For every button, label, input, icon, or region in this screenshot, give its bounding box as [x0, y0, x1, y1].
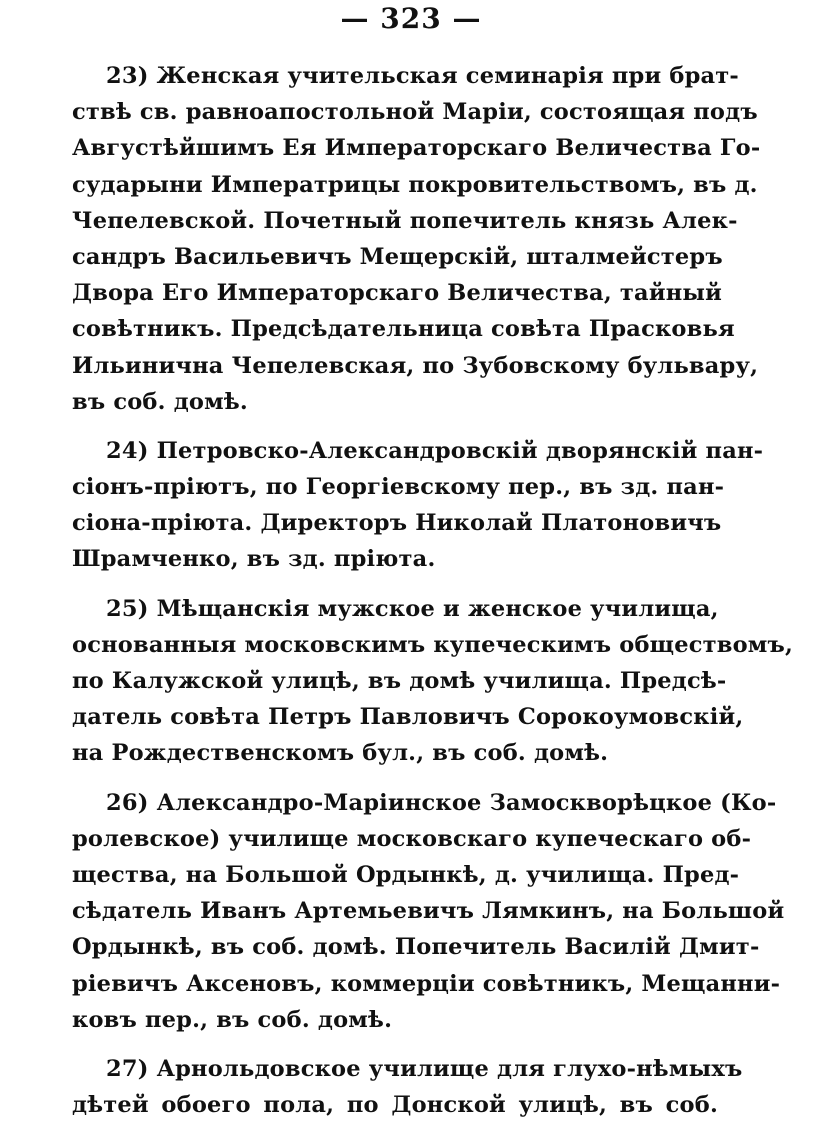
entry-26 [72, 785, 785, 1038]
entry-line: сударыни Императрицы покровительствомъ, въ д. [72, 171, 758, 198]
entry-line: Шрамченко, въ зд. пріюта. [72, 546, 436, 573]
entry-24 [72, 433, 764, 578]
entry-line: Ильинична Чепелевская, по Зубовскому бульвару, [72, 352, 759, 379]
entry-line: основанныя московскимъ купеческимъ обществомъ, [72, 631, 794, 658]
entry-list [72, 58, 794, 1136]
entry-line: ствѣ св. равноапостольной Маріи, состоящая подъ [72, 99, 758, 126]
entry-line: 26) Александро-Маріинское Замоскворѣцкое (Ко- [106, 789, 777, 816]
entry-line: ролевское) училище московскаго купеческаго об- [72, 825, 752, 852]
entry-line: 25) Мѣщанскія мужское и женское училища, [106, 595, 719, 622]
entry-line: сандръ Васильевичъ Мещерскій, шталмейстеръ [72, 243, 723, 270]
entry-line: датель совѣта Петръ Павловичъ Сорокоумовскій, [72, 704, 744, 731]
entry-line: совѣтникъ. Предсѣдательница совѣта Прасковья [72, 316, 735, 343]
entry-23 [72, 58, 761, 420]
entry-line: 27) Арнольдовское училище для глухо-нѣмыхъ [106, 1055, 743, 1082]
entry-line: Ордынкѣ, въ соб. домѣ. Попечитель Василій Дмит- [72, 934, 760, 961]
entry-line: въ соб. домѣ. [72, 388, 248, 415]
entry-27 [72, 1051, 743, 1123]
entry-line: дѣтей обоего пола, по Донской улицѣ, въ соб. [72, 1092, 718, 1119]
page-number: — 323 — [340, 2, 482, 35]
entry-line: на Рождественскомъ бул., въ соб. домѣ. [72, 740, 609, 767]
entry-line: 24) Петровско-Александровскій дворянскій пан- [106, 437, 764, 464]
entry-line: сіона-пріюта. Директоръ Николай Платоновичъ [72, 510, 722, 537]
entry-line: Двора Его Императорскаго Величества, тайный [72, 280, 723, 307]
entry-line: Августѣйшимъ Ея Императорскаго Величества Го- [72, 135, 761, 162]
entry-25 [72, 591, 794, 772]
entry-line: сіонъ-пріютъ, по Георгіевскому пер., въ зд. пан- [72, 474, 725, 501]
entry-line: 23) Женская учительская семинарія при брат- [106, 63, 739, 89]
entry-line: по Калужской улицѣ, въ домѣ училища. Предсѣ- [72, 668, 727, 694]
entry-line: щества, на Большой Ордынкѣ, д. училища. Пред- [72, 861, 740, 888]
entry-line: сѣдатель Иванъ Артемьевичъ Лямкинъ, на Большой [72, 898, 785, 925]
entry-line: ріевичъ Аксеновъ, коммерціи совѣтникъ, Мещанни- [72, 970, 781, 997]
entry-line: ковъ пер., въ соб. домѣ. [72, 1006, 393, 1033]
entry-line: Чепелевской. Почетный попечитель князь Алек- [72, 207, 738, 234]
